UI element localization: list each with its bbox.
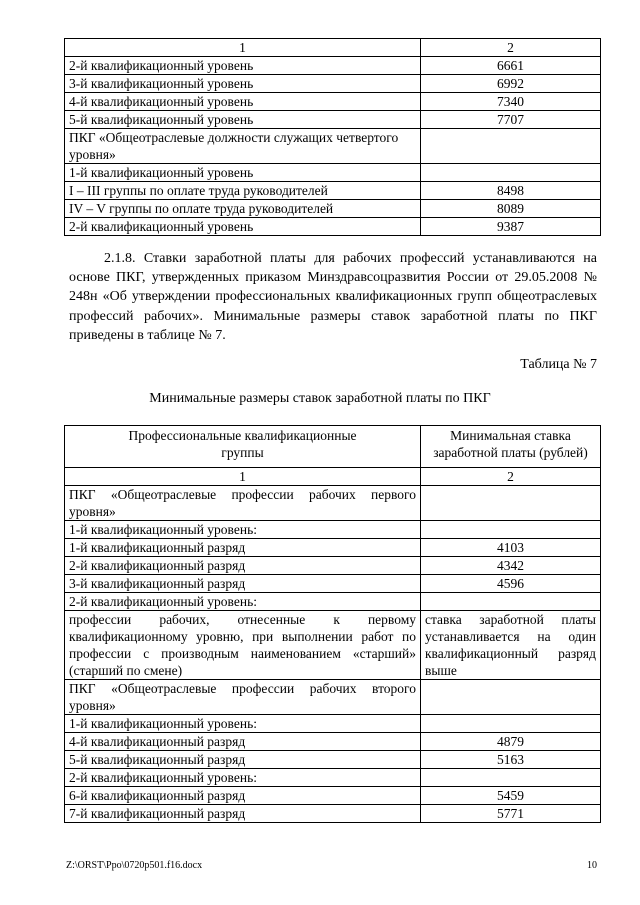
row-label: 4-й квалификационный уровень (65, 93, 421, 111)
row-value: 4103 (421, 539, 601, 557)
row-label: IV – V группы по оплате труда руководителей (65, 200, 421, 218)
salary-table-continued (64, 38, 601, 236)
table-header-row (65, 39, 601, 57)
row-value (421, 521, 601, 539)
table-row (65, 751, 601, 769)
body-paragraph: 2.1.8. Ставки заработной платы для рабочих профессий устанавливаются на основе ПКГ, утвержденных приказом Минздравсоцразвития России от 29.05.2008 № 248н «Об утверждении профессиональных квалификационных групп общеотраслевых профессий рабочих». Минимальные размеры ставок заработной платы по ПКГ приведены в таблице № 7. (69, 251, 597, 343)
table-row (65, 182, 601, 200)
table-row (65, 164, 601, 182)
table-row (65, 557, 601, 575)
row-value: 8089 (421, 200, 601, 218)
row-value (421, 486, 601, 521)
row-value: 4879 (421, 733, 601, 751)
column-number: 2 (421, 39, 601, 57)
row-label: 3-й квалификационный разряд (65, 575, 421, 593)
table-caption: Минимальные размеры ставок заработной платы по ПКГ (149, 391, 491, 406)
table-number: Таблица № 7 (520, 357, 597, 372)
row-value (421, 769, 601, 787)
table-row (65, 200, 601, 218)
table-row (65, 486, 601, 521)
table-row (65, 715, 601, 733)
table-row (65, 93, 601, 111)
table-row (65, 680, 601, 715)
row-label: 2-й квалификационный разряд (65, 557, 421, 575)
table-row (65, 521, 601, 539)
row-label: 2-й квалификационный уровень (65, 57, 421, 75)
row-value: 8498 (421, 182, 601, 200)
salary-table-7 (64, 425, 601, 823)
table-row (65, 593, 601, 611)
column-number: 1 (65, 468, 421, 486)
row-label: 1-й квалификационный уровень (65, 164, 421, 182)
row-value: 5459 (421, 787, 601, 805)
column-number: 2 (421, 468, 601, 486)
row-value: 9387 (421, 218, 601, 236)
table-header-row (65, 426, 601, 468)
row-value: 6992 (421, 75, 601, 93)
row-label: ПКГ «Общеотраслевые должности служащих четвертого уровня» (65, 129, 421, 164)
row-value (421, 593, 601, 611)
table-row (65, 57, 601, 75)
table-row (65, 75, 601, 93)
row-label: 5-й квалификационный уровень (65, 111, 421, 129)
row-label: 6-й квалификационный разряд (65, 787, 421, 805)
table-number-row (65, 468, 601, 486)
row-label: 4-й квалификационный разряд (65, 733, 421, 751)
table-row (65, 539, 601, 557)
row-value: 7707 (421, 111, 601, 129)
table-row (65, 129, 601, 164)
row-label: 3-й квалификационный уровень (65, 75, 421, 93)
column-header-groups: Профессиональные квалификационные группы (65, 426, 421, 468)
footer-page-number: 10 (587, 860, 597, 871)
row-value: 7340 (421, 93, 601, 111)
column-header-rate: Минимальная ставка заработной платы (рублей) (421, 426, 601, 468)
row-label: I – III группы по оплате труда руководителей (65, 182, 421, 200)
row-value: 4596 (421, 575, 601, 593)
row-value: 6661 (421, 57, 601, 75)
row-label: профессии рабочих, отнесенные к первому квалификационному уровню, при выполнении работ по профессии с производным наименованием «старший» (старший по смене) (65, 611, 421, 680)
row-label: 1-й квалификационный уровень: (65, 521, 421, 539)
row-label: 1-й квалификационный разряд (65, 539, 421, 557)
row-label: 7-й квалификационный разряд (65, 805, 421, 823)
row-value (421, 680, 601, 715)
table-row (65, 575, 601, 593)
table-row (65, 218, 601, 236)
table-row (65, 787, 601, 805)
table-row (65, 733, 601, 751)
row-value: 5163 (421, 751, 601, 769)
row-label: 2-й квалификационный уровень: (65, 593, 421, 611)
table-row (65, 769, 601, 787)
row-value: 5771 (421, 805, 601, 823)
row-label: 2-й квалификационный уровень (65, 218, 421, 236)
row-label: 5-й квалификационный разряд (65, 751, 421, 769)
table-row (65, 805, 601, 823)
footer-file-path: Z:\ORST\Ppo\0720p501.f16.docx (66, 860, 203, 871)
row-value-note: ставка заработной платы устанавливается на один квалификационный разряд выше (421, 611, 601, 680)
row-value: 4342 (421, 557, 601, 575)
table-row (65, 611, 601, 680)
row-value (421, 164, 601, 182)
column-number: 1 (65, 39, 421, 57)
table-row (65, 111, 601, 129)
row-value (421, 715, 601, 733)
row-label: ПКГ «Общеотраслевые профессии рабочих первого уровня» (65, 486, 421, 521)
row-label: 1-й квалификационный уровень: (65, 715, 421, 733)
row-label: ПКГ «Общеотраслевые профессии рабочих второго уровня» (65, 680, 421, 715)
row-label: 2-й квалификационный уровень: (65, 769, 421, 787)
row-value (421, 129, 601, 164)
